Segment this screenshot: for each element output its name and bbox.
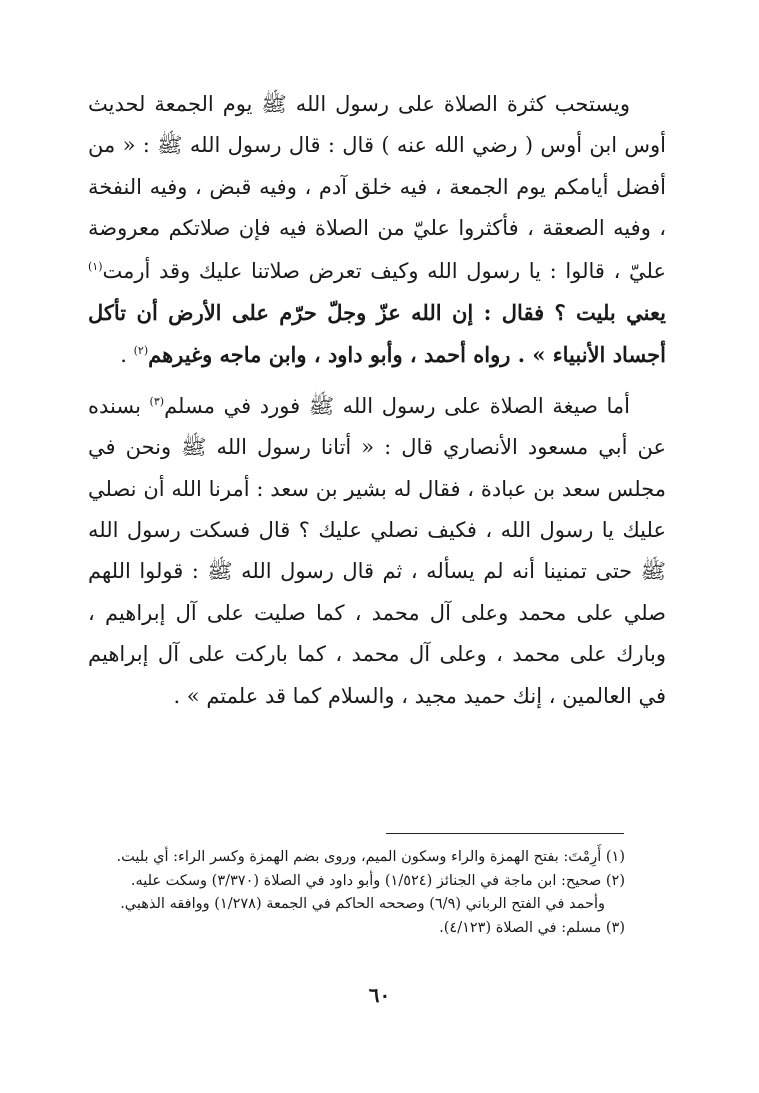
paragraph-salah-formula: [88, 386, 666, 717]
page-number: ٦٠: [368, 983, 391, 1007]
footnote-ref-3: (٣): [149, 394, 165, 408]
paragraph-text-continued: يعني بليت ؟ فقال : إن الله عزّ وجلّ حرّم على الأرض أن تأكل أجساد الأنبياء » . رواه أحمد ، وأبو داود ، وابن ماجه وغيرهم: [88, 300, 666, 368]
paragraph-text: ويستحب كثرة الصلاة على رسول الله ﷺ يوم الجمعة لحديث أوس ابن أوس ( رضي الله عنه ) قال : قال رسول الله ﷺ : « من أفضل أيامكم يوم الجمعة ، فيه خلق آدم ، وفيه قبض ، وفيه النفخة ، وفيه الصعقة ، فأكثروا عليّ من الصلاة فيه فإن صلاتكم معروضة عليّ ، قالوا : يا رسول الله وكيف تعرض صلاتنا عليك وقد أرمت: [88, 92, 666, 283]
paragraph-text: أما صيغة الصلاة على رسول الله ﷺ فورد في مسلم: [164, 393, 630, 418]
footnote-1: (١) أَرِمْتَ: بفتح الهمزة والراء وسكون الميم، وروى بضم الهمزة وكسر الراء: أي بليت.: [116, 849, 625, 865]
main-text: [88, 84, 666, 717]
footnote-3: (٣) مسلم: في الصلاة (٤/١٢٣).: [439, 919, 625, 936]
footnote-ref-2: (٢): [133, 344, 149, 358]
footnotes: [100, 846, 625, 940]
footnote-ref-1: (١): [88, 259, 103, 273]
paragraph-friday-prayer: [88, 84, 666, 377]
footnote-2: (٢) صحيح: ابن ماجة في الجنائز (١/٥٢٤) وأبو داود في الصلاة (٣/٣٧٠) وسكت عليه.: [130, 872, 625, 889]
paragraph-end: .: [120, 343, 134, 368]
footnote-2-continued: وأحمد في الفتح الرباني (٦/٩) وصححه الحاكم في الجمعة (١/٢٧٨) ووافقه الذهبي.: [120, 896, 605, 912]
footnote-divider: [386, 833, 624, 834]
paragraph-text-continued: بسنده عن أبي مسعود الأنصاري قال : « أتانا رسول الله ﷺ ونحن في مجلس سعد بن عبادة ، فقال له بشير بن سعد : أمرنا الله أن نصلي عليك يا رسول الله ، فكيف نصلي عليك ؟ قال فسكت رسول الله ﷺ حتى تمنينا أنه لم يسأله ، ثم قال رسول الله ﷺ : قولوا اللهم صلي على محمد وعلى آل محمد ، كما صليت على آل إبراهيم ، وبارك على محمد ، وعلى آل محمد ، كما باركت على آل إبراهيم في العالمين ، إنك حميد مجيد ، والسلام كما قد علمتم » .: [88, 393, 666, 708]
